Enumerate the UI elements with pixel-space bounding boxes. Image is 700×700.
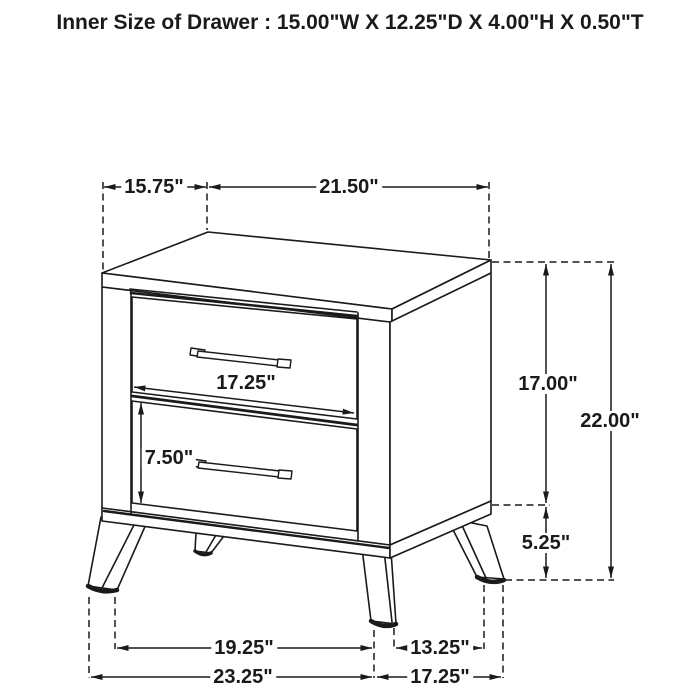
dim-label-top-depth: 15.75": [121, 177, 187, 197]
dim-label-front-feet-inner-span: 19.25": [211, 638, 277, 658]
dim-label-overall-height: 22.00": [577, 411, 643, 431]
cabinet-right-side: [390, 273, 491, 558]
dim-label-drawer-height: 7.50": [142, 448, 196, 468]
dim-label-top-width: 21.50": [316, 177, 382, 197]
dim-label-drawer-width: 17.25": [213, 373, 279, 393]
dim-label-leg-height: 5.25": [519, 533, 573, 553]
dim-label-carcass-height: 17.00": [515, 374, 581, 394]
dim-label-front-feet-outer-span: 23.25": [210, 667, 276, 687]
front-right-leg: [362, 548, 396, 626]
front-left-leg: [88, 517, 147, 591]
diagram-title: Inner Size of Drawer : 15.00"W X 12.25"D X 4.00"H X 0.50"T: [56, 11, 644, 34]
dim-label-side-feet-outer-span: 17.25": [407, 667, 473, 687]
dim-label-side-feet-inner-span: 13.25": [407, 638, 473, 658]
